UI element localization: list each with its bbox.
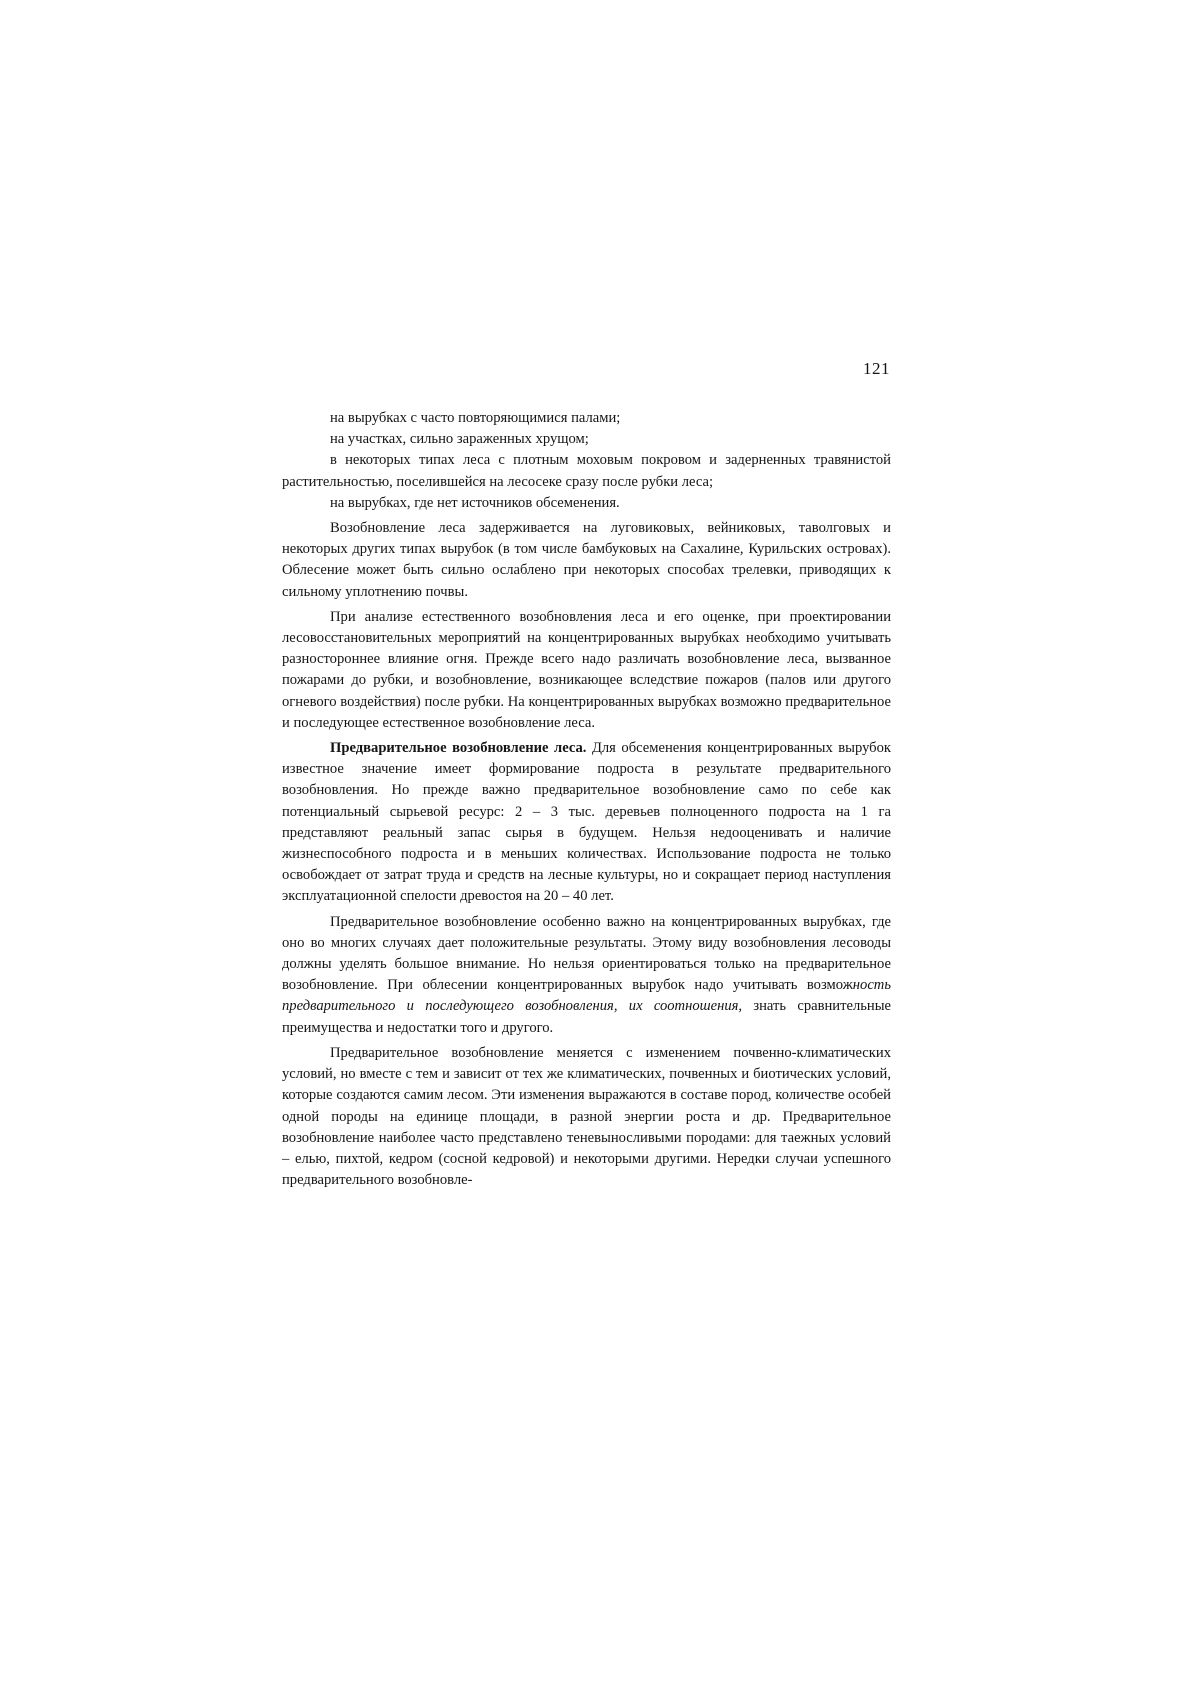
- paragraph-regeneration-delay: Возобновление леса задерживается на луговиковых, вейниковых, таволговых и некоторых других типах вырубок (в том числе бамбуковых на Сахалине, Курильских островах). Облесение может быть сильно ослаблено при некоторых способах трелевки, приводящих к сильному уплотнению почвы.: [282, 520, 891, 600]
- paragraph-text-tail: знать сравнительные преимущества и недостатки того и другого.: [282, 998, 891, 1036]
- page-number: 121: [863, 359, 890, 378]
- section-heading-inline: Предварительное возобновление леса.: [330, 740, 587, 757]
- list-item-burned-clearings: на вырубках с часто повторяющимися палами;: [330, 410, 621, 426]
- paragraph-text: Предварительное возобновление особенно важно на концентрированных вырубках, где оно во многих случаях дает положительные результаты. Этому виду возобновления лесоводы должны уделять большое внимание. Но нельзя ориентироваться только на предварительное возобновление. При облесении концентрированных вырубок надо учитывать возмож: [282, 913, 891, 994]
- paragraph-text: Для обсеменения концентрированных вырубок известное значение имеет формирование подроста в результате предварительного возобновления. Но прежде важно предварительное возобновление само по себе как потенциальный сырьевой ресурс: 2 – 3 тыс. деревьев полноценного подроста на 1 га представляют реальный запас сырья в будущем. Нельзя недооценивать и наличие жизнеспособного подроста и в меньших количествах. Использование подроста не только освобождает от затрат труда и средств на лесные культуры, но и сокращает период наступления эксплуатационной спелости древостоя на 20 – 40 лет.: [282, 740, 891, 905]
- list-item-chafer-infested: на участках, сильно зараженных хрущом;: [330, 431, 589, 448]
- paragraph-importance: [282, 912, 891, 1039]
- paragraph-climate-conditions: Предварительное возобновление меняется с изменением почвенно-климатических условий, но вместе с тем и зависит от тех же климатических, почвенных и биотических условий, которые создаются самим лесом. Эти изменения выражаются в составе пород, количестве особей одной породы на единице площади, в разной энергии роста и др. Предварительное возобновление наиболее часто представлено теневыносливыми породами: для таежных условий – елью, пихтой, кедром (сосной кедровой) и некоторыми другими. Нередки случаи успешного предварительного возобновле-: [282, 1044, 891, 1189]
- italic-emphasis: ность предварительного и последующего возобновления, их соотношения,: [282, 977, 891, 1015]
- list-item-moss-cover: в некоторых типах леса с плотным моховым покровом и задерненных травянистой растительностью, поселившейся на лесосеке сразу после рубки леса;: [282, 452, 891, 490]
- list-item-no-seed-sources: на вырубках, где нет источников обсеменения.: [330, 494, 620, 511]
- paragraph-preliminary-regeneration: [282, 738, 891, 908]
- paragraph-fire-influence: При анализе естественного возобновления леса и его оценке, при проектировании лесовосстановительных мероприятий на концентрированных вырубках необходимо учитывать разностороннее влияние огня. Прежде всего надо различать возобновление леса, вызванное пожарами до рубки, и возобновление, возникающее вследствие пожаров (палов или другого огневого воздействия) после рубки. На концентрированных вырубках возможно предварительное и последующее естественное возобновление леса.: [282, 608, 891, 731]
- body-text: [282, 408, 891, 1191]
